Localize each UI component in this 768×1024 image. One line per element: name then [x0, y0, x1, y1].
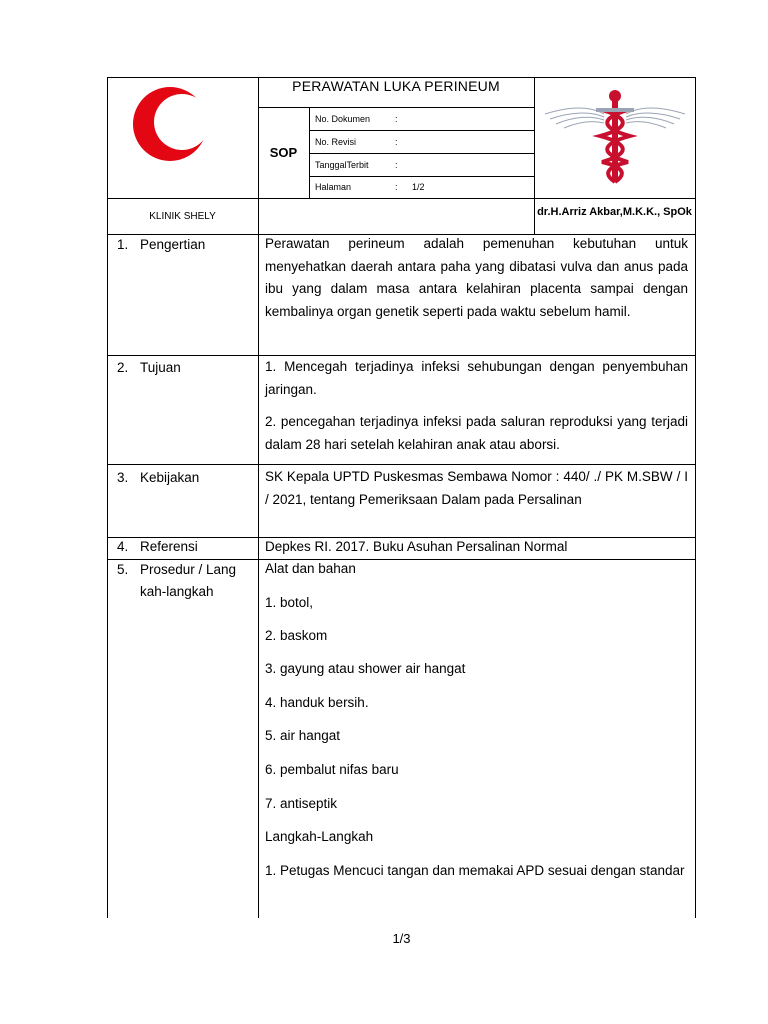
list-item: 2. baskom — [265, 628, 328, 643]
pengertian-text: Perawatan perineum adalah pemenuhan kebutuhan untuk menyehatkan daerah antara paha yang dibatasi vulva dan anus pada ibu yang dalam masa antara kelahiran placenta sampai dengan kembalinya organ genetik seperti pada waktu sebelum hamil. — [265, 236, 688, 319]
crescent-icon — [130, 84, 210, 164]
meta-value: 1/2 — [412, 182, 425, 192]
list-item: 6. pembalut nifas baru — [265, 762, 399, 777]
tujuan-text-1: 1. Mencegah terjadinya infeksi sehubungan dengan penyembuhan jaringan. — [265, 359, 688, 397]
section-label: Pengertian — [140, 237, 206, 252]
caduceus-icon — [540, 84, 690, 192]
list-item: 7. antiseptik — [265, 796, 338, 811]
sop-label: SOP — [269, 145, 298, 160]
steps-heading: Langkah-Langkah — [265, 829, 374, 844]
list-item: 4. handuk bersih. — [265, 695, 369, 710]
meta-label: No. Dokumen — [315, 114, 371, 124]
section-number: 3. — [117, 470, 129, 485]
section-label: Prosedur / Lang — [140, 562, 237, 577]
page-number: 1/3 — [392, 931, 411, 946]
section-label: Referensi — [140, 539, 198, 554]
prosedur-heading: Alat dan bahan — [265, 561, 356, 576]
meta-row — [315, 160, 530, 172]
section-number: 2. — [117, 360, 129, 375]
meta-sep: : — [395, 182, 398, 192]
meta-label: Halaman — [315, 182, 352, 192]
section-number: 5. — [117, 562, 129, 577]
document-title: PERAWATAN LUKA PERINEUM — [292, 78, 500, 94]
logo-crescent — [130, 84, 210, 164]
clinic-name: KLINIK SHELY — [149, 211, 216, 222]
tujuan-text-2: 2. pencegahan terjadinya infeksi pada saluran reproduksi yang terjadi dalam 28 hari setelah kelahiran anak atau aborsi. — [265, 414, 688, 452]
meta-sep: : — [395, 137, 398, 147]
meta-label: TanggalTerbit — [315, 160, 369, 170]
logo-caduceus — [540, 84, 690, 192]
doctor-name: dr.H.Arriz Akbar,M.K.K., SpOk — [537, 206, 692, 218]
list-item: 5. air hangat — [265, 728, 341, 743]
meta-row — [315, 137, 530, 149]
list-item: 3. gayung atau shower air hangat — [265, 661, 466, 676]
section-label: Kebijakan — [140, 470, 200, 485]
section-label: Tujuan — [140, 360, 181, 375]
section-number: 4. — [117, 539, 129, 554]
meta-sep: : — [395, 160, 398, 170]
meta-sep: : — [395, 114, 398, 124]
kebijakan-text: SK Kepala UPTD Puskesmas Sembawa Nomor : 440/ ./ PK M.SBW / I / 2021, tentang Pemeriksaan Dalam pada Persalinan — [265, 469, 688, 507]
meta-label: No. Revisi — [315, 137, 357, 147]
section-number: 1. — [117, 237, 129, 252]
meta-row — [315, 114, 530, 126]
section-label-cont: kah-langkah — [140, 584, 214, 599]
meta-row — [315, 182, 530, 194]
list-item: 1. botol, — [265, 595, 314, 610]
referensi-text: Depkes RI. 2017. Buku Asuhan Persalinan Normal — [265, 539, 568, 554]
step-item: 1. Petugas Mencuci tangan dan memakai APD sesuai dengan standar — [265, 863, 685, 878]
